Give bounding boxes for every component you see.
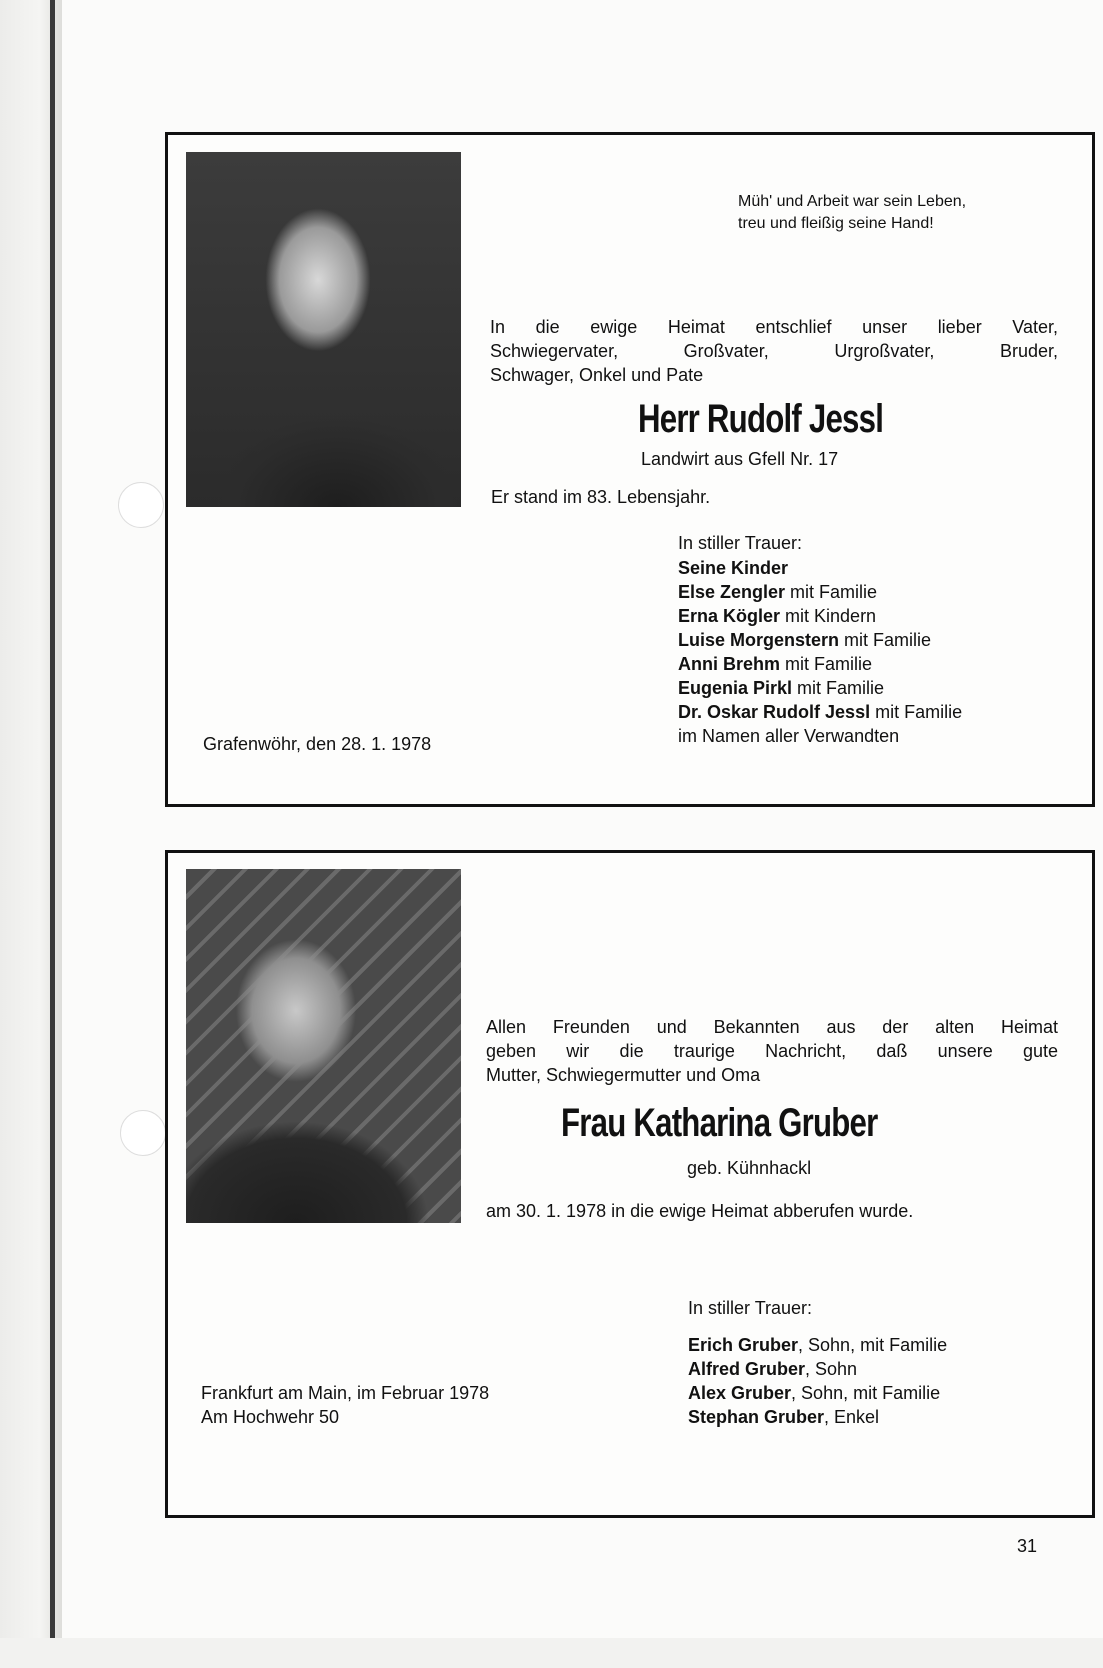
mourner-name: Seine Kinder <box>678 558 789 578</box>
motto-line-2: treu und fleißig seine Hand! <box>738 215 934 232</box>
mourner-relation: , Sohn <box>805 1359 858 1379</box>
mourner-name: Alex Gruber <box>688 1383 792 1403</box>
mourner-entry <box>678 628 962 652</box>
mourner-relation: im Namen aller Verwandten <box>678 726 900 746</box>
place-date: Grafenwöhr, den 28. 1. 1978 <box>203 734 432 754</box>
mourner-relation: , Sohn, mit Familie <box>791 1383 941 1403</box>
motto-line-1: Müh' und Arbeit war sein Leben, <box>738 193 967 210</box>
mourner-name: Luise Morgenstern <box>678 630 840 650</box>
binding-edge <box>50 0 55 1668</box>
birth-name: geb. Kühnhackl <box>687 1158 812 1178</box>
page-number: 31 <box>1016 1536 1037 1556</box>
mourners-list <box>678 556 962 748</box>
mourner-relation: mit Familie <box>870 702 963 722</box>
intro-line-1: Allen Freunden und Bekannten aus der alten Heimat <box>486 1017 1058 1037</box>
mourner-relation: mit Familie <box>780 654 873 674</box>
mourner-entry <box>678 676 962 700</box>
portrait-photo-rudolf-jessl <box>186 152 461 507</box>
page-bottom-edge <box>0 1638 1103 1668</box>
mourner-entry <box>678 604 962 628</box>
mourner-entry <box>688 1333 947 1357</box>
mourner-relation: mit Kindern <box>780 606 877 626</box>
mourner-entry <box>678 724 962 748</box>
mourner-relation: , Enkel <box>824 1407 880 1427</box>
mourner-relation: mit Familie <box>792 678 885 698</box>
mourner-relation: mit Familie <box>785 582 878 602</box>
mourners-list <box>688 1333 947 1429</box>
mourner-entry <box>678 700 962 724</box>
intro-line-3: Schwager, Onkel und Pate <box>490 365 704 385</box>
occupation: Landwirt aus Gfell Nr. 17 <box>641 449 839 469</box>
deceased-name: Herr Rudolf Jessl <box>638 397 884 441</box>
mourner-name: Alfred Gruber <box>688 1359 806 1379</box>
mourner-name: Erna Kögler <box>678 606 781 626</box>
mourner-name: Dr. Oskar Rudolf Jessl <box>678 702 871 722</box>
mourner-entry <box>678 580 962 604</box>
mourner-name: Else Zengler <box>678 582 786 602</box>
place-date-line-1: Frankfurt am Main, im Februar 1978 <box>201 1383 490 1403</box>
mourning-heading: In stiller Trauer: <box>678 533 803 553</box>
mourner-name: Eugenia Pirkl <box>678 678 793 698</box>
mourner-entry <box>688 1381 947 1405</box>
mourner-entry <box>678 652 962 676</box>
mourner-entry <box>678 556 962 580</box>
deceased-name: Frau Katharina Gruber <box>561 1101 878 1145</box>
book-spine <box>0 0 66 1668</box>
obituary-notice-jessl <box>165 132 1095 807</box>
death-line: am 30. 1. 1978 in die ewige Heimat abberufen wurde. <box>486 1201 914 1221</box>
portrait-photo-katharina-gruber <box>186 869 461 1223</box>
age-line: Er stand im 83. Lebensjahr. <box>491 487 711 507</box>
punch-hole-top <box>118 482 164 528</box>
obituary-notice-gruber <box>165 850 1095 1518</box>
punch-hole-bottom <box>120 1110 166 1156</box>
place-date-line-2: Am Hochwehr 50 <box>201 1407 340 1427</box>
mourner-name: Stephan Gruber <box>688 1407 825 1427</box>
mourner-relation: , Sohn, mit Familie <box>798 1335 948 1355</box>
mourner-entry <box>688 1357 947 1381</box>
mourner-name: Anni Brehm <box>678 654 781 674</box>
intro-line-2: Schwiegervater, Großvater, Urgroßvater, Bruder, <box>490 341 1058 361</box>
mourner-entry <box>688 1405 947 1429</box>
mourning-heading: In stiller Trauer: <box>688 1298 813 1318</box>
mourner-relation: mit Familie <box>839 630 932 650</box>
intro-line-2: geben wir die traurige Nachricht, daß unsere gute <box>486 1041 1058 1061</box>
intro-line-3: Mutter, Schwiegermutter und Oma <box>486 1065 761 1085</box>
intro-line-1: In die ewige Heimat entschlief unser lieber Vater, <box>490 317 1058 337</box>
mourner-name: Erich Gruber <box>688 1335 799 1355</box>
